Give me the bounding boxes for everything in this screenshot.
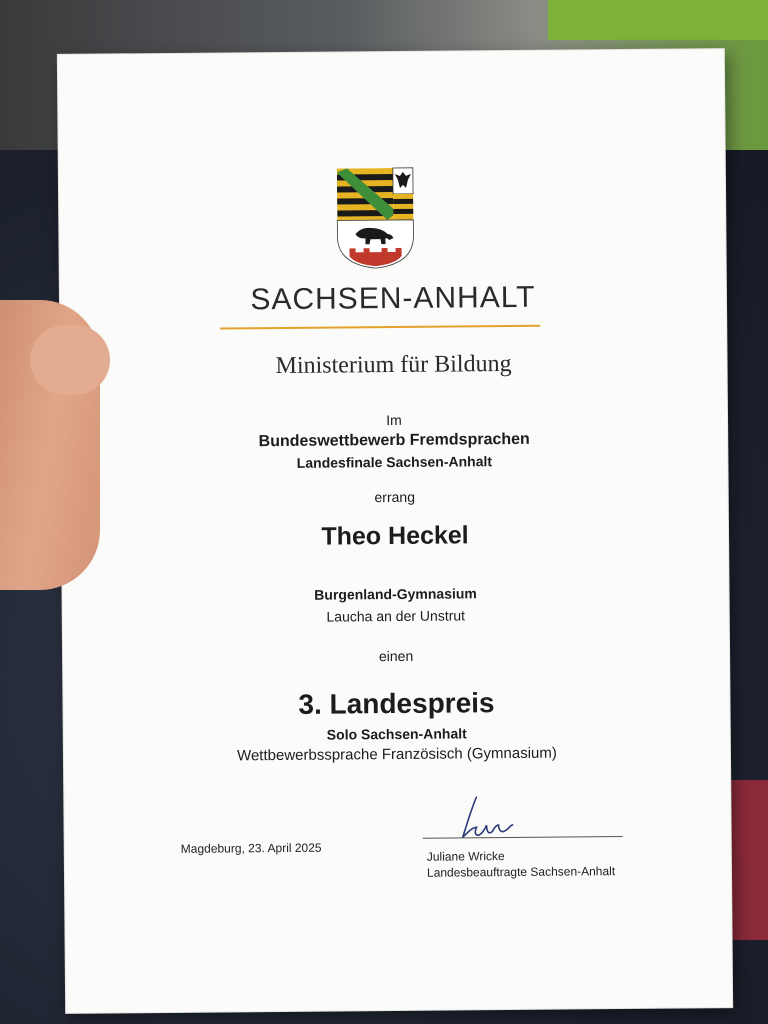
signer-title: Landesbeauftragte Sachsen-Anhalt: [426, 864, 616, 880]
intro-text: Im: [386, 411, 402, 429]
school-location: Laucha an der Unstrut: [326, 607, 466, 625]
coat-of-arms-icon: [335, 166, 416, 271]
prize-title: 3. Landespreis: [298, 687, 495, 720]
background-green: [548, 0, 768, 40]
ministry-name: Ministerium für Bildung: [275, 350, 512, 380]
verb-text: errang: [374, 488, 416, 506]
certificate-sheet: [58, 49, 732, 1013]
competition-round: Landesfinale Sachsen-Anhalt: [296, 453, 493, 471]
competition-name: Bundeswettbewerb Fremdsprachen: [258, 430, 530, 451]
accent-rule: [220, 325, 540, 330]
signature-icon: [448, 790, 568, 843]
place-date: Magdeburg, 23. April 2025: [180, 840, 322, 856]
holding-thumb: [30, 325, 110, 395]
article-text: einen: [378, 647, 414, 665]
school-name: Burgenland-Gymnasium: [314, 585, 477, 603]
student-name: Theo Heckel: [321, 521, 469, 551]
signer-name: Juliane Wricke: [426, 849, 505, 864]
competition-language: Wettbewerbssprache Französisch (Gymnasium): [236, 744, 557, 765]
state-name: SACHSEN-ANHALT: [250, 280, 536, 317]
prize-category: Solo Sachsen-Anhalt: [326, 725, 467, 743]
